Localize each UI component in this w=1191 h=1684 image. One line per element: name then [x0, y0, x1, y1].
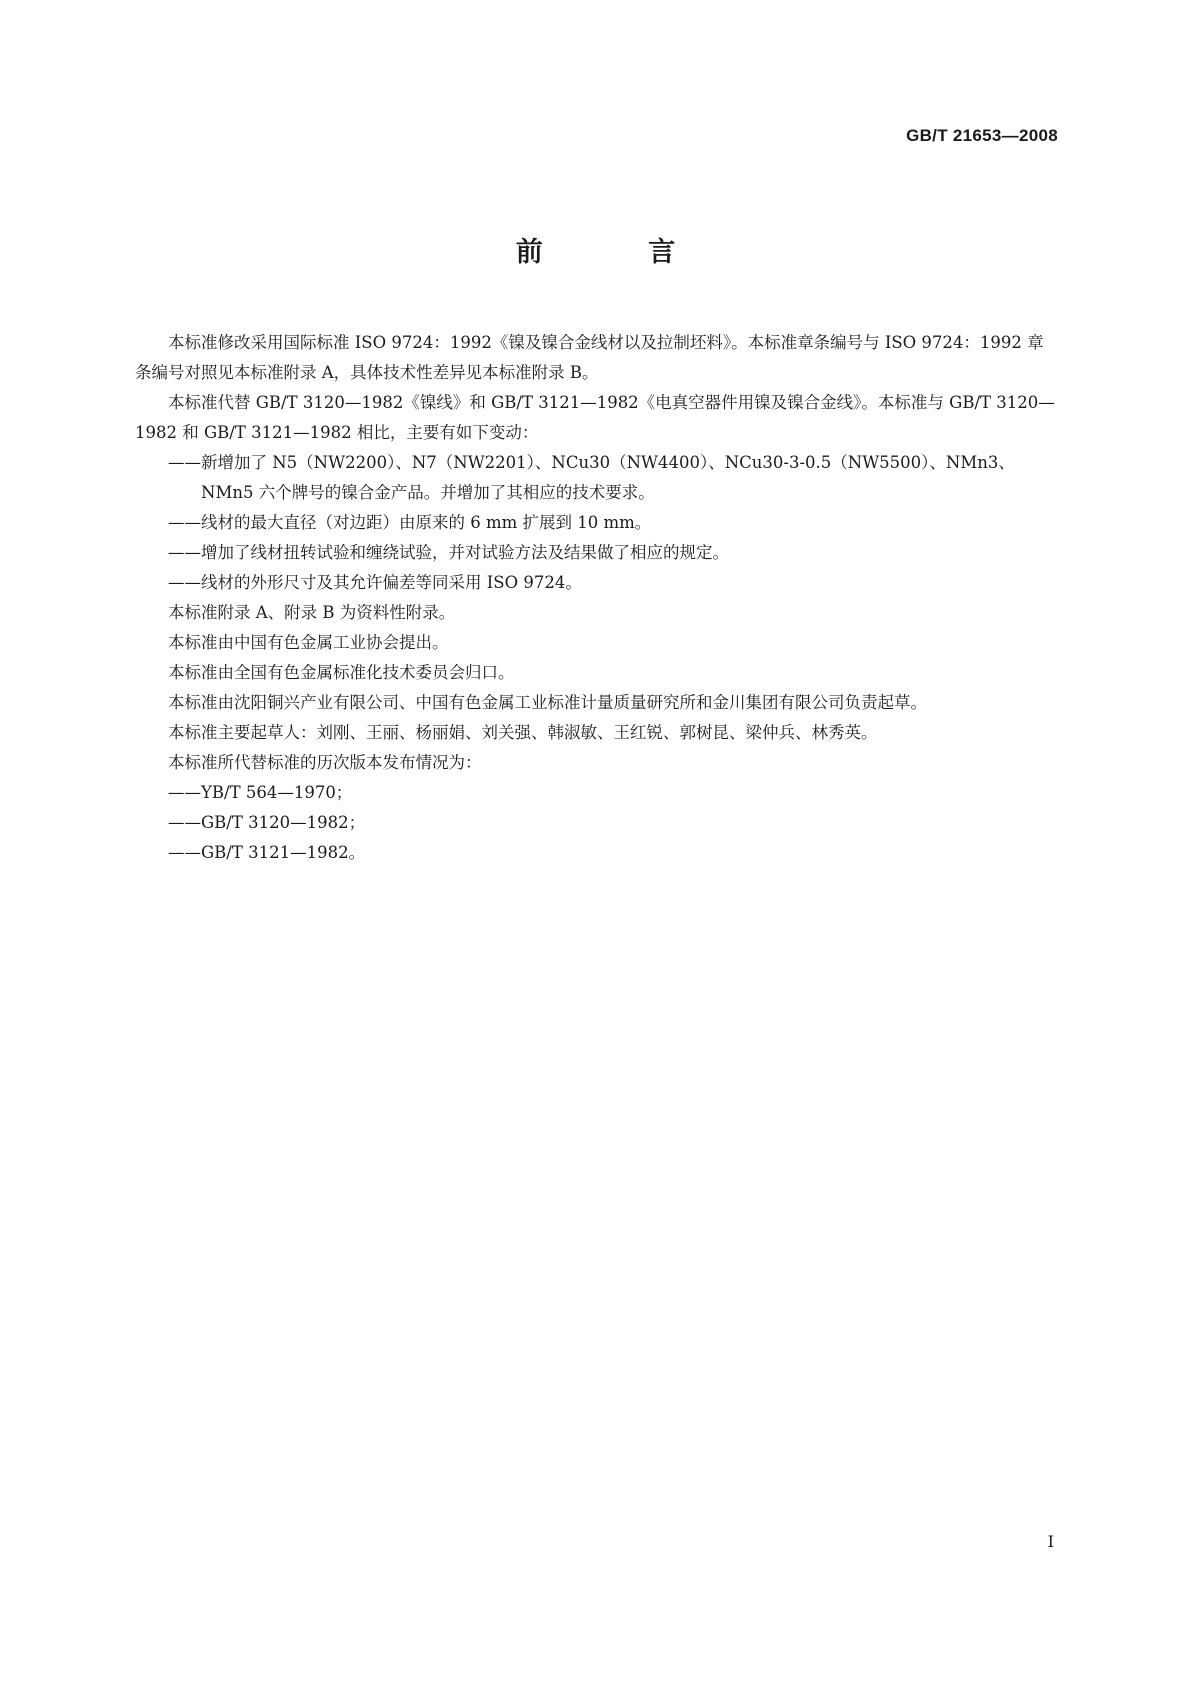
note-annex: 本标准附录 A、附录 B 为资料性附录。 [168, 603, 456, 622]
standard-code: GB/T 21653—2008 [906, 126, 1058, 145]
note-drafters: 本标准主要起草人：刘刚、王丽、杨丽娟、刘关强、韩淑敏、王红锐、郭树昆、梁仲兵、林秀英。 [168, 723, 878, 742]
note-history-intro: 本标准所代替标准的历次版本发布情况为： [168, 753, 482, 772]
page-number: I [1047, 1532, 1054, 1551]
change-item: ——线材的最大直径（对边距）由原来的 6 mm 扩展到 10 mm。 [168, 513, 652, 532]
change-item: ——新增加了 N5（NW2200）、N7（NW2201）、NCu30（NW4400）、NCu30-3-0.5（NW5500）、NMn3、NMn5 六个牌号的镍合金产品。并增加了其相应的技术要求。 [168, 453, 1015, 502]
note-drafting-organizations: 本标准由沈阳铜兴产业有限公司、中国有色金属工业标准计量质量研究所和金川集团有限公司负责起草。 [168, 693, 927, 712]
page-title: 前 言 [515, 237, 724, 268]
change-item: ——增加了线材扭转试验和缠绕试验，并对试验方法及结果做了相应的规定。 [168, 543, 729, 562]
note-technical-committee: 本标准由全国有色金属标准化技术委员会归口。 [168, 663, 515, 682]
change-item: ——线材的外形尺寸及其允许偏差等同采用 ISO 9724。 [168, 573, 582, 592]
note-proposer: 本标准由中国有色金属工业协会提出。 [168, 633, 449, 652]
history-item: ——YB/T 564—1970； [168, 783, 353, 802]
paragraph-adoption: 本标准修改采用国际标准 ISO 9724：1992《镍及镍合金线材以及拉制坯料》。本标准章条编号与 ISO 9724：1992 章条编号对照见本标准附录 A，具体技术性差异见本标准附录 B。 [135, 333, 1044, 382]
paragraph-replacement: 本标准代替 GB/T 3120—1982《镍线》和 GB/T 3121—1982《电真空器件用镍及镍合金线》。本标准与 GB/T 3120—1982 和 GB/T 3121—1982 相比，主要有如下变动： [135, 393, 1055, 442]
foreword-body [135, 328, 1060, 868]
history-item: ——GB/T 3120—1982； [168, 813, 366, 832]
history-item: ——GB/T 3121—1982。 [168, 843, 366, 862]
